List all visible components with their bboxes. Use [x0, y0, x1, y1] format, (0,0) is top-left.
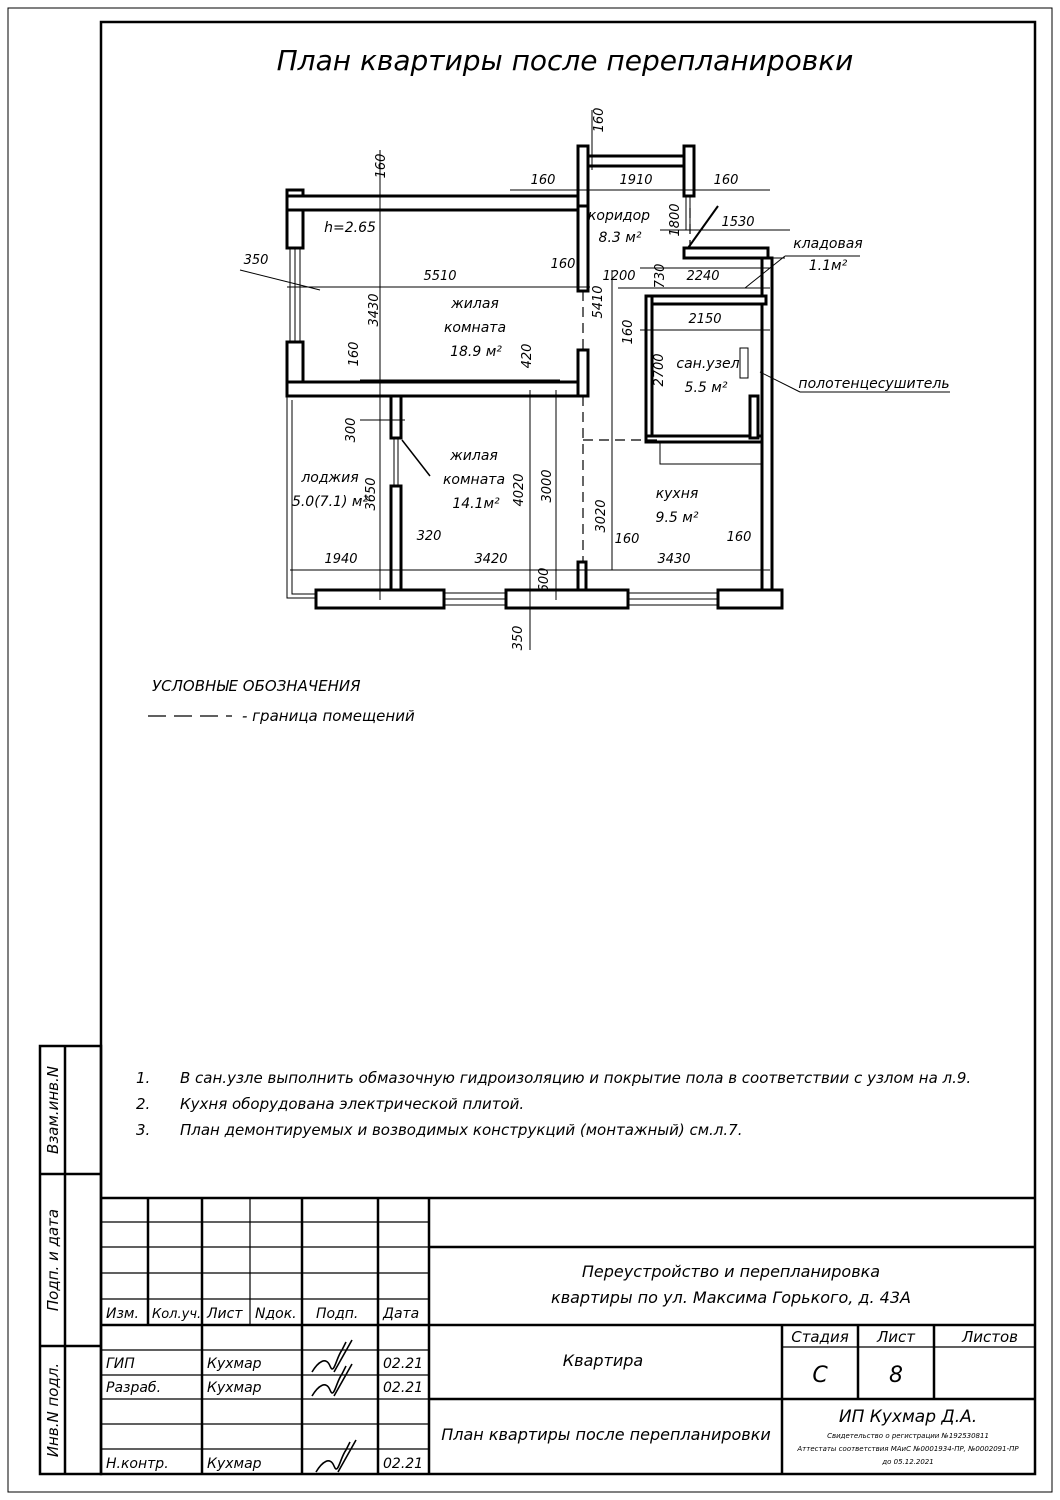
- wall: [718, 590, 782, 608]
- stamp-header: Nдок.: [255, 1306, 297, 1322]
- note-text: В сан.узле выполнить обмазочную гидроизоляцию и покрытие пола в соответствии с узлом на л.9.: [180, 1069, 972, 1087]
- note-text: План демонтируемых и возводимых конструкций (монтажный) см.л.7.: [180, 1121, 743, 1139]
- wall: [391, 396, 401, 438]
- dim-label: 160: [374, 153, 389, 179]
- stamp-date: 02.21: [383, 1356, 424, 1372]
- stamp-role: Н.контр.: [106, 1456, 169, 1472]
- stamp-header: Кол.уч.: [152, 1307, 202, 1322]
- note-number: 3.: [136, 1121, 151, 1139]
- towel-dryer-label: полотенцесушитель: [798, 376, 950, 392]
- dim-label: 3430: [657, 552, 691, 567]
- stamp-role: ГИП: [106, 1356, 135, 1372]
- dim-label: 600: [537, 567, 552, 593]
- dim-label: 3020: [594, 499, 609, 533]
- sheet-label: Лист: [876, 1328, 916, 1346]
- side-label-vzam: Взам.инв.N: [44, 1066, 62, 1154]
- room-name-loggia: лоджия: [301, 470, 359, 486]
- sheet-value: 8: [889, 1363, 903, 1388]
- stamp-role: Разраб.: [106, 1380, 162, 1396]
- signature: [312, 1340, 356, 1472]
- legend-item: - граница помещений: [242, 707, 415, 725]
- floor-plan: [240, 108, 950, 651]
- dim-label: 730: [653, 263, 668, 289]
- note-text: Кухня оборудована электрической плитой.: [180, 1095, 525, 1113]
- dim-label: 160: [550, 257, 576, 272]
- dim-label: 160: [530, 173, 556, 188]
- dim-label: 5410: [591, 285, 606, 319]
- dim-label: 160: [726, 530, 752, 545]
- dim-label: 1530: [721, 215, 755, 230]
- legend-heading: УСЛОВНЫЕ ОБОЗНАЧЕНИЯ: [152, 677, 361, 695]
- dim-label: 160: [614, 532, 640, 547]
- room-name-living1: жилая: [451, 296, 499, 312]
- wall: [287, 196, 585, 210]
- stamp-header: Подп.: [316, 1306, 359, 1322]
- dim-label: 160: [713, 173, 739, 188]
- wall: [762, 258, 772, 598]
- room-area-storage: 1.1м²: [808, 258, 848, 274]
- stamp-date: 02.21: [383, 1380, 424, 1396]
- dim-label: 350: [243, 253, 269, 268]
- wall: [646, 436, 762, 442]
- towel-dryer: [740, 348, 748, 378]
- dim-label: 2240: [686, 269, 720, 284]
- company-cert: до 05.12.2021: [882, 1458, 934, 1466]
- room-name-kitchen: кухня: [655, 486, 699, 502]
- object-name: Квартира: [562, 1351, 644, 1370]
- dim-label: 3430: [367, 293, 382, 327]
- wall: [684, 146, 694, 196]
- dim-label: 1940: [324, 552, 358, 567]
- dim-label: 3000: [540, 469, 555, 503]
- dim-label: 300: [344, 417, 359, 443]
- stamp-name: Кухмар: [207, 1356, 262, 1372]
- project-title-1: Переустройство и перепланировка: [581, 1262, 881, 1281]
- wall: [588, 156, 684, 166]
- room-area-living1: 18.9 м²: [450, 344, 502, 360]
- dim-label: 420: [520, 343, 535, 369]
- stamp-name: Кухмар: [207, 1456, 262, 1472]
- wall: [578, 350, 588, 396]
- stamp-header: Дата: [383, 1306, 420, 1322]
- drawing-title: План квартиры после перепланировки: [276, 44, 854, 77]
- dim-label: 4020: [512, 473, 527, 507]
- side-label-podp: Подп. и дата: [44, 1208, 62, 1312]
- room-name-living2: жилая: [450, 448, 498, 464]
- dim-label: 160: [347, 341, 362, 367]
- note-number: 2.: [136, 1095, 151, 1113]
- room-area-corridor: 8.3 м²: [598, 230, 642, 246]
- side-label-inv: Инв.N подл.: [44, 1362, 62, 1458]
- wall: [684, 248, 768, 258]
- wall: [287, 382, 585, 396]
- stamp-header: Лист: [207, 1306, 243, 1322]
- door-swing: [688, 206, 718, 248]
- stamp-date: 02.21: [383, 1456, 424, 1472]
- room-name-storage: кладовая: [793, 236, 863, 252]
- company-cert: Аттестаты соответствия МАиС №0001934-ПР, №0002091-ПР: [797, 1445, 1019, 1453]
- wall: [578, 562, 586, 590]
- dim-label: 3420: [474, 552, 508, 567]
- room-name-bath: сан.узел: [676, 356, 740, 372]
- dim-label: 2150: [688, 312, 722, 327]
- dim-label: 320: [416, 529, 442, 544]
- stage-label: Стадия: [791, 1328, 849, 1346]
- note-number: 1.: [136, 1069, 151, 1087]
- room-name-corridor: коридор: [587, 208, 651, 224]
- room-area-living2: 14.1м²: [452, 496, 500, 512]
- stamp-name: Кухмар: [207, 1380, 262, 1396]
- stage-value: С: [812, 1363, 828, 1388]
- dim-label: 1200: [602, 269, 636, 284]
- dim-label: 2700: [652, 353, 667, 387]
- wall: [578, 196, 588, 291]
- drawing-frame: [101, 22, 1035, 1474]
- room-name-living1-2: комната: [443, 320, 507, 336]
- dim-label: 160: [592, 107, 607, 133]
- project-title-2: квартиры по ул. Максима Горького, д. 43А: [551, 1288, 911, 1307]
- wall: [646, 296, 766, 304]
- wall: [506, 590, 628, 608]
- sheets-label: Листов: [961, 1328, 1019, 1346]
- dim-label: 160: [621, 319, 636, 345]
- dim-label: 350: [511, 625, 526, 651]
- dim-label: 5510: [423, 269, 457, 284]
- room-name-living2-2: комната: [442, 472, 506, 488]
- room-height: h=2.65: [324, 220, 376, 236]
- sheet-title: План квартиры после перепланировки: [441, 1425, 771, 1444]
- room-area-kitchen: 9.5 м²: [655, 510, 699, 526]
- room-area-bath: 5.5 м²: [684, 380, 728, 396]
- dim-label: 3650: [364, 477, 379, 511]
- room-area-loggia: 5.0(7.1) м²: [291, 494, 369, 510]
- company-cert: Свидетельство о регистрации №192530811: [827, 1432, 989, 1440]
- wall: [391, 486, 401, 590]
- sheet-border: [8, 8, 1052, 1492]
- stamp-header: Изм.: [106, 1306, 139, 1322]
- dim-label: 1910: [619, 173, 653, 188]
- company-name: ИП Кухмар Д.А.: [838, 1407, 978, 1427]
- dim-label: 1800: [668, 203, 683, 237]
